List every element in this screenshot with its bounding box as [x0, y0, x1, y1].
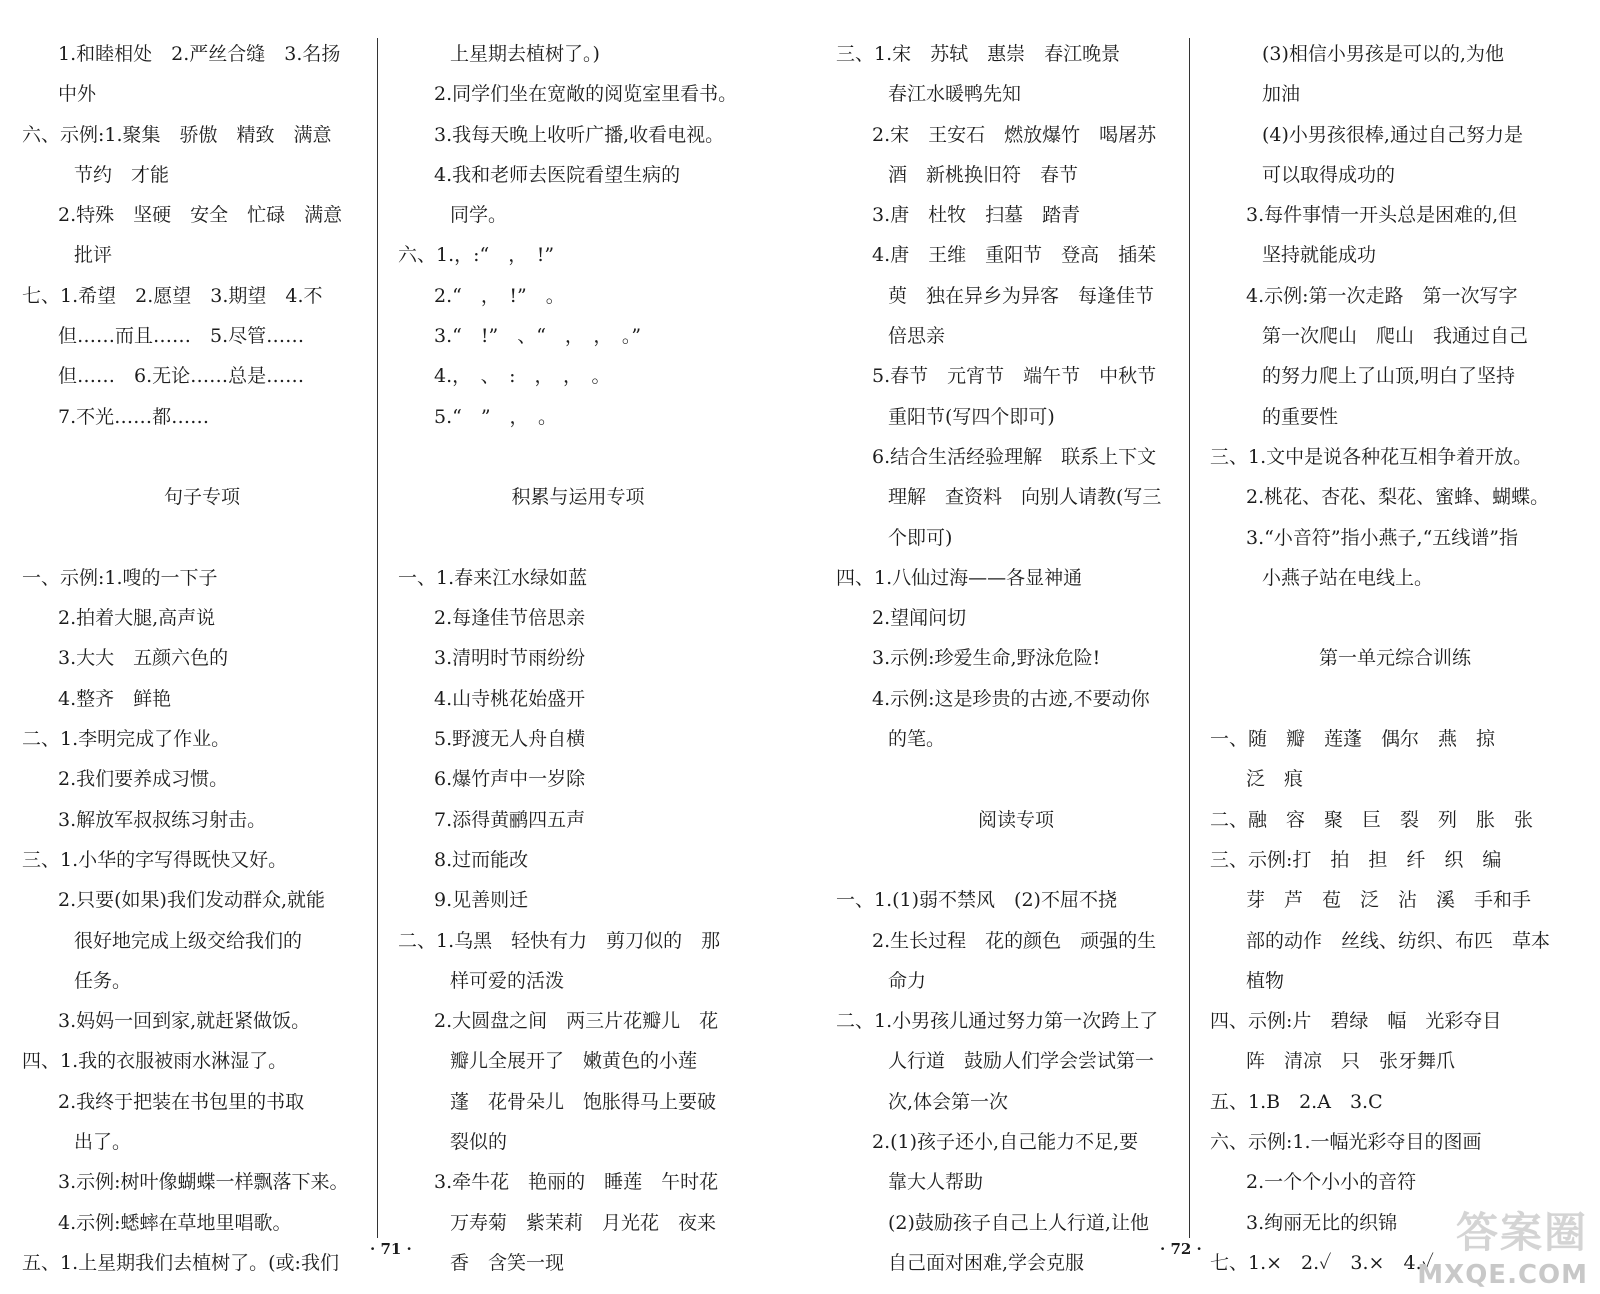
- column-divider-left: [377, 38, 378, 1238]
- answer-line: 5.“ ” ， 。: [434, 405, 558, 428]
- answer-line: 重阳节(写四个即可): [888, 405, 1055, 428]
- section-heading: 阅读专项: [977, 808, 1054, 831]
- answer-line: 1.和睦相处 2.严丝合缝 3.名扬: [58, 43, 341, 65]
- answer-line: 2.宋 王安石 燃放爆竹 喝屠苏: [872, 123, 1157, 146]
- answer-line: 六、示例:1.聚集 骄傲 精致 满意: [22, 123, 332, 146]
- answer-line: 4.示例:这是珍贵的古迹,不要动你: [872, 687, 1150, 710]
- answer-line: 二、融 容 聚 巨 裂 列 胀 张: [1210, 808, 1534, 831]
- section-heading: 句子专项: [163, 486, 240, 509]
- answer-line: 酒 新桃换旧符 春节: [888, 163, 1079, 186]
- answer-line: 人行道 鼓励人们学会尝试第一: [888, 1050, 1155, 1073]
- answer-line: 样可爱的活泼: [450, 969, 565, 992]
- answer-line: [398, 437, 758, 477]
- answer-line: 一、示例:1.嗖的一下子: [22, 566, 218, 589]
- answer-line: 2.生长过程 花的颜色 顽强的生: [872, 929, 1157, 952]
- page-number-right: · 72 ·: [1160, 1240, 1202, 1258]
- answer-line: 4.山寺桃花始盛开: [434, 687, 586, 710]
- answer-line: 3.我每天晚上收听广播,收看电视。: [434, 123, 725, 146]
- answer-line: [836, 840, 1196, 880]
- answer-line: [398, 518, 758, 558]
- answer-line: 植物: [1246, 969, 1285, 992]
- answer-line: 四、1.八仙过海——各显神通: [836, 566, 1083, 589]
- answer-line: 3.绚丽无比的织锦: [1246, 1211, 1398, 1234]
- section-heading: 积累与运用专项: [511, 486, 645, 509]
- answer-line: 香 含笑一现: [450, 1251, 565, 1274]
- answer-line: 理解 查资料 向别人请教(写三: [888, 486, 1162, 509]
- column-2: [398, 34, 758, 1283]
- answer-line: 三、1.文中是说各种花互相争着开放。: [1210, 445, 1533, 468]
- answer-line: 2.拍着大腿,高声说: [58, 607, 216, 630]
- answer-line: 3.示例:树叶像蝴蝶一样飘落下来。: [58, 1171, 349, 1194]
- answer-line: 六、1.，:“ ， !”: [398, 244, 555, 267]
- watermark-site: MXQE.COM: [1417, 1260, 1588, 1290]
- answer-line: 命力: [888, 969, 927, 992]
- answer-line: 三、1.宋 苏轼 惠崇 春江晚景: [836, 43, 1121, 65]
- column-4: [1210, 34, 1580, 1283]
- answer-line: 5.野渡无人舟自横: [434, 728, 586, 751]
- answer-line: 萸 独在异乡为异客 每逢佳节: [888, 284, 1155, 307]
- answer-line: 2.“ ， !” 。: [434, 284, 565, 307]
- answer-line: 二、1.李明完成了作业。: [22, 728, 231, 751]
- answer-line: 一、随 瓣 莲蓬 偶尔 燕 掠: [1210, 728, 1496, 751]
- answer-line: [22, 518, 382, 558]
- answer-line: 2.我们要养成习惯。: [58, 768, 229, 791]
- answer-line: 四、示例:片 碧绿 幅 光彩夺目: [1210, 1010, 1502, 1033]
- answer-line: 节约 才能: [74, 163, 170, 186]
- answer-line: 2.特殊 坚硬 安全 忙碌 满意: [58, 204, 343, 227]
- answer-line: 很好地完成上级交给我们的: [74, 929, 303, 952]
- answer-line: 五、1.上星期我们去植树了。(或:我们: [22, 1251, 339, 1274]
- answer-line: 任务。: [74, 969, 132, 992]
- answer-line: 但…… 6.无论……总是……: [58, 365, 305, 388]
- answer-line: 万寿菊 紫茉莉 月光花 夜来: [450, 1211, 717, 1234]
- answer-line: 的努力爬上了山顶,明白了坚持: [1262, 365, 1516, 388]
- answer-line: 同学。: [450, 204, 508, 227]
- answer-line: 3.清明时节雨纷纷: [434, 647, 586, 670]
- answer-line: 个即可): [888, 526, 953, 549]
- answer-line: 的重要性: [1262, 405, 1339, 428]
- answer-line: 三、1.小华的字写得既快又好。: [22, 848, 288, 871]
- answer-line: 一、1.春来江水绿如蓝: [398, 566, 588, 589]
- answer-line: 4.整齐 鲜艳: [58, 687, 172, 710]
- answer-line: 8.过而能改: [434, 848, 529, 871]
- answer-line: 裂似的: [450, 1131, 508, 1154]
- answer-line: 3.解放军叔叔练习射击。: [58, 808, 267, 831]
- answer-line: 出了。: [74, 1131, 132, 1154]
- column-3: [836, 34, 1196, 1283]
- answer-line: 二、1.乌黑 轻快有力 剪刀似的 那: [398, 929, 721, 952]
- answer-line: 3.示例:珍爱生命,野泳危险!: [872, 647, 1101, 670]
- answer-line: 蓬 花骨朵儿 饱胀得马上要破: [450, 1090, 717, 1113]
- answer-line: 春江水暖鸭先知: [888, 83, 1022, 106]
- answer-line: 3.每件事情一开头总是困难的,但: [1246, 204, 1518, 227]
- answer-line: 3.牵牛花 艳丽的 睡莲 午时花: [434, 1171, 719, 1194]
- answer-line: 3.妈妈一回到家,就赶紧做饭。: [58, 1010, 311, 1033]
- answer-line: 泛 痕: [1246, 768, 1304, 791]
- answer-line: 7.添得黄鹂四五声: [434, 808, 586, 831]
- answer-line: 2.每逢佳节倍思亲: [434, 607, 586, 630]
- answer-line: 瓣儿全展开了 嫩黄色的小莲: [450, 1050, 698, 1073]
- answer-line: 一、1.(1)弱不禁风 (2)不屈不挠: [836, 889, 1117, 912]
- answer-line: 的笔。: [888, 728, 946, 751]
- page-number-left: · 71 ·: [370, 1240, 412, 1258]
- answer-line: (4)小男孩很棒,通过自己努力是: [1262, 123, 1523, 146]
- answer-line: 2.大圆盘之间 两三片花瓣儿 花: [434, 1010, 719, 1033]
- watermark: [1378, 1200, 1588, 1290]
- answer-line: 3.“小音符”指小燕子,“五线谱”指: [1246, 526, 1519, 549]
- answer-line: 4.， 、 : ， ， 。: [434, 365, 611, 388]
- answer-line: 2.一个个小小的音符: [1246, 1171, 1417, 1194]
- answer-line: 9.见善则迁: [434, 889, 529, 912]
- column-divider-right: [1189, 38, 1190, 1238]
- answer-line: [22, 437, 382, 477]
- answer-line: 三、示例:打 拍 担 纤 织 编: [1210, 848, 1502, 871]
- answer-line: 3.“ !” 、“ ， ， 。”: [434, 325, 642, 348]
- column-1: [22, 34, 382, 1283]
- answer-line: 中外: [58, 83, 97, 106]
- answer-line: 2.桃花、杏花、梨花、蜜蜂、蝴蝶。: [1246, 486, 1550, 509]
- answer-line: 靠大人帮助: [888, 1171, 984, 1194]
- answer-line: 4.我和老师去医院看望生病的: [434, 163, 681, 186]
- answer-line: 七、1.× 2.✓ 3.× 4.✓: [1210, 1251, 1434, 1274]
- answer-line: 4.示例:第一次走路 第一次写字: [1246, 284, 1518, 307]
- answer-line: 坚持就能成功: [1262, 244, 1377, 267]
- answer-line: 芽 芦 苞 泛 沾 溪 手和手: [1246, 889, 1532, 912]
- answer-line: 2.(1)孩子还小,自己能力不足,要: [872, 1131, 1139, 1154]
- answer-line: 6.结合生活经验理解 联系上下文: [872, 445, 1157, 468]
- answer-line: 5.春节 元宵节 端午节 中秋节: [872, 365, 1157, 388]
- answer-line: [1210, 598, 1580, 638]
- answer-line: 3.大大 五颜六色的: [58, 647, 229, 670]
- answer-line: 部的动作 丝线、纺织、布匹 草本: [1246, 929, 1551, 952]
- answer-line: 2.望闻问切: [872, 607, 967, 630]
- answer-line: (2)鼓励孩子自己上人行道,让他: [888, 1211, 1149, 1234]
- answer-line: 小燕子站在电线上。: [1262, 566, 1434, 589]
- answer-line: 6.爆竹声中一岁除: [434, 768, 586, 791]
- answer-line: [1210, 679, 1580, 719]
- answer-line: 第一次爬山 爬山 我通过自己: [1262, 325, 1529, 348]
- section-heading: 第一单元综合训练: [1318, 647, 1471, 670]
- answer-line: (3)相信小男孩是可以的,为他: [1262, 43, 1504, 65]
- answer-line: 阵 清凉 只 张牙舞爪: [1246, 1050, 1456, 1073]
- answer-line: 批评: [74, 244, 113, 267]
- answer-line: 2.只要(如果)我们发动群众,就能: [58, 889, 325, 912]
- answer-line: 可以取得成功的: [1262, 163, 1396, 186]
- answer-line: 4.示例:蟋蟀在草地里唱歌。: [58, 1211, 292, 1234]
- watermark-logo: 答案圈: [1455, 1208, 1588, 1257]
- answer-line: 五、1.B 2.A 3.C: [1210, 1090, 1383, 1113]
- answer-line: 二、1.小男孩儿通过努力第一次跨上了: [836, 1010, 1159, 1033]
- answer-line: 2.我终于把装在书包里的书取: [58, 1090, 305, 1113]
- answer-line: 六、示例:1.一幅光彩夺目的图画: [1210, 1131, 1482, 1154]
- answer-line: 7.不光……都……: [58, 405, 210, 428]
- answer-line: 但……而且…… 5.尽管……: [58, 325, 305, 348]
- answer-line: 2.同学们坐在宽敞的阅览室里看书。: [434, 83, 738, 106]
- answer-line: 次,体会第一次: [888, 1090, 1009, 1113]
- answer-line: 3.唐 杜牧 扫墓 踏青: [872, 204, 1081, 227]
- answer-line: 4.唐 王维 重阳节 登高 插茱: [872, 244, 1157, 267]
- answer-line: 倍思亲: [888, 325, 946, 348]
- answer-line: 上星期去植树了。): [450, 43, 600, 65]
- answer-line: [836, 759, 1196, 799]
- answer-line: 自己面对困难,学会克服: [888, 1251, 1085, 1274]
- answer-line: 加油: [1262, 83, 1301, 106]
- answer-line: 四、1.我的衣服被雨水淋湿了。: [22, 1050, 288, 1073]
- answer-line: 七、1.希望 2.愿望 3.期望 4.不: [22, 284, 323, 307]
